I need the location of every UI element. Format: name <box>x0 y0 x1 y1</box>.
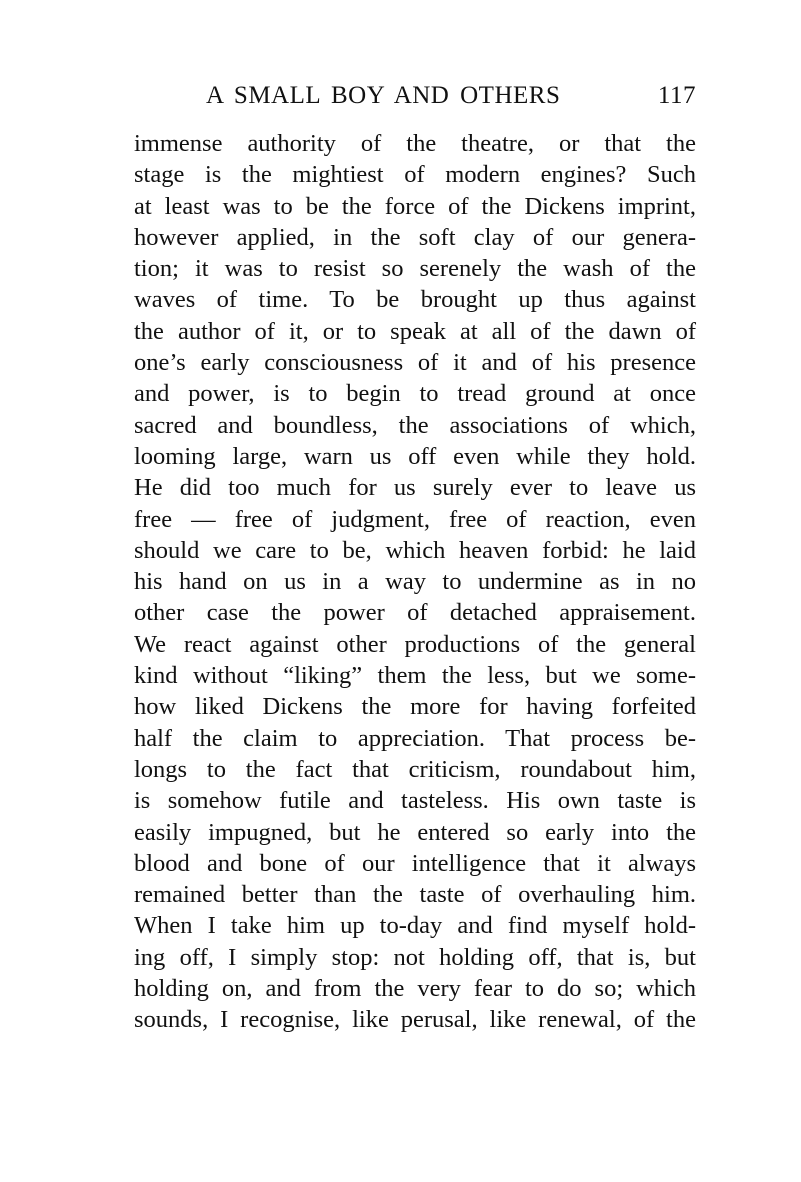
text-line: one’s early consciousness of it and of his presence <box>134 349 696 377</box>
running-head <box>206 82 696 116</box>
text-line: and power, is to begin to tread ground at once <box>134 380 696 408</box>
text-line: blood and bone of our intelligence that it always <box>134 849 696 877</box>
text-line: the author of it, or to speak at all of the dawn of <box>134 317 696 345</box>
text-line: looming large, warn us off even while they hold. <box>134 442 696 470</box>
text-line: however applied, in the soft clay of our genera- <box>134 223 696 251</box>
text-line: kind without “liking” them the less, but we some- <box>134 662 696 690</box>
text-line: at least was to be the force of the Dickens imprint, <box>134 192 696 220</box>
text-line: waves of time. To be brought up thus against <box>134 286 696 314</box>
body-text <box>134 128 696 1036</box>
page-number: 117 <box>657 82 696 109</box>
running-title: A SMALL BOY AND OTHERS <box>206 82 561 109</box>
text-line: easily impugned, but he entered so early into the <box>134 818 696 846</box>
text-line: is somehow futile and tasteless. His own taste is <box>134 787 696 815</box>
text-line: When I take him up to-day and find myself hold- <box>134 912 696 940</box>
text-line: should we care to be, which heaven forbid: he laid <box>134 536 696 564</box>
text-line: how liked Dickens the more for having forfeited <box>134 693 696 721</box>
text-line: longs to the fact that criticism, roundabout him, <box>134 755 696 783</box>
text-line: sacred and boundless, the associations of which, <box>134 411 696 439</box>
text-line: his hand on us in a way to undermine as in no <box>134 568 696 596</box>
text-line: sounds, I recognise, like perusal, like renewal, of the <box>134 1006 696 1034</box>
text-line: holding on, and from the very fear to do so; which <box>134 975 696 1003</box>
text-line: immense authority of the theatre, or that the <box>134 130 696 157</box>
text-line: other case the power of detached appraisement. <box>134 599 696 627</box>
text-line: ing off, I simply stop: not holding off, that is, but <box>134 943 696 971</box>
text-line: free — free of judgment, free of reaction, even <box>134 505 696 533</box>
text-line: tion; it was to resist so serenely the wash of the <box>134 255 696 283</box>
text-line: remained better than the taste of overhauling him. <box>134 881 696 909</box>
text-line: He did too much for us surely ever to leave us <box>134 474 696 502</box>
text-line: stage is the mightiest of modern engines? Such <box>134 161 696 189</box>
text-line: We react against other productions of the general <box>134 630 696 658</box>
text-line: half the claim to appreciation. That process be- <box>134 724 696 752</box>
